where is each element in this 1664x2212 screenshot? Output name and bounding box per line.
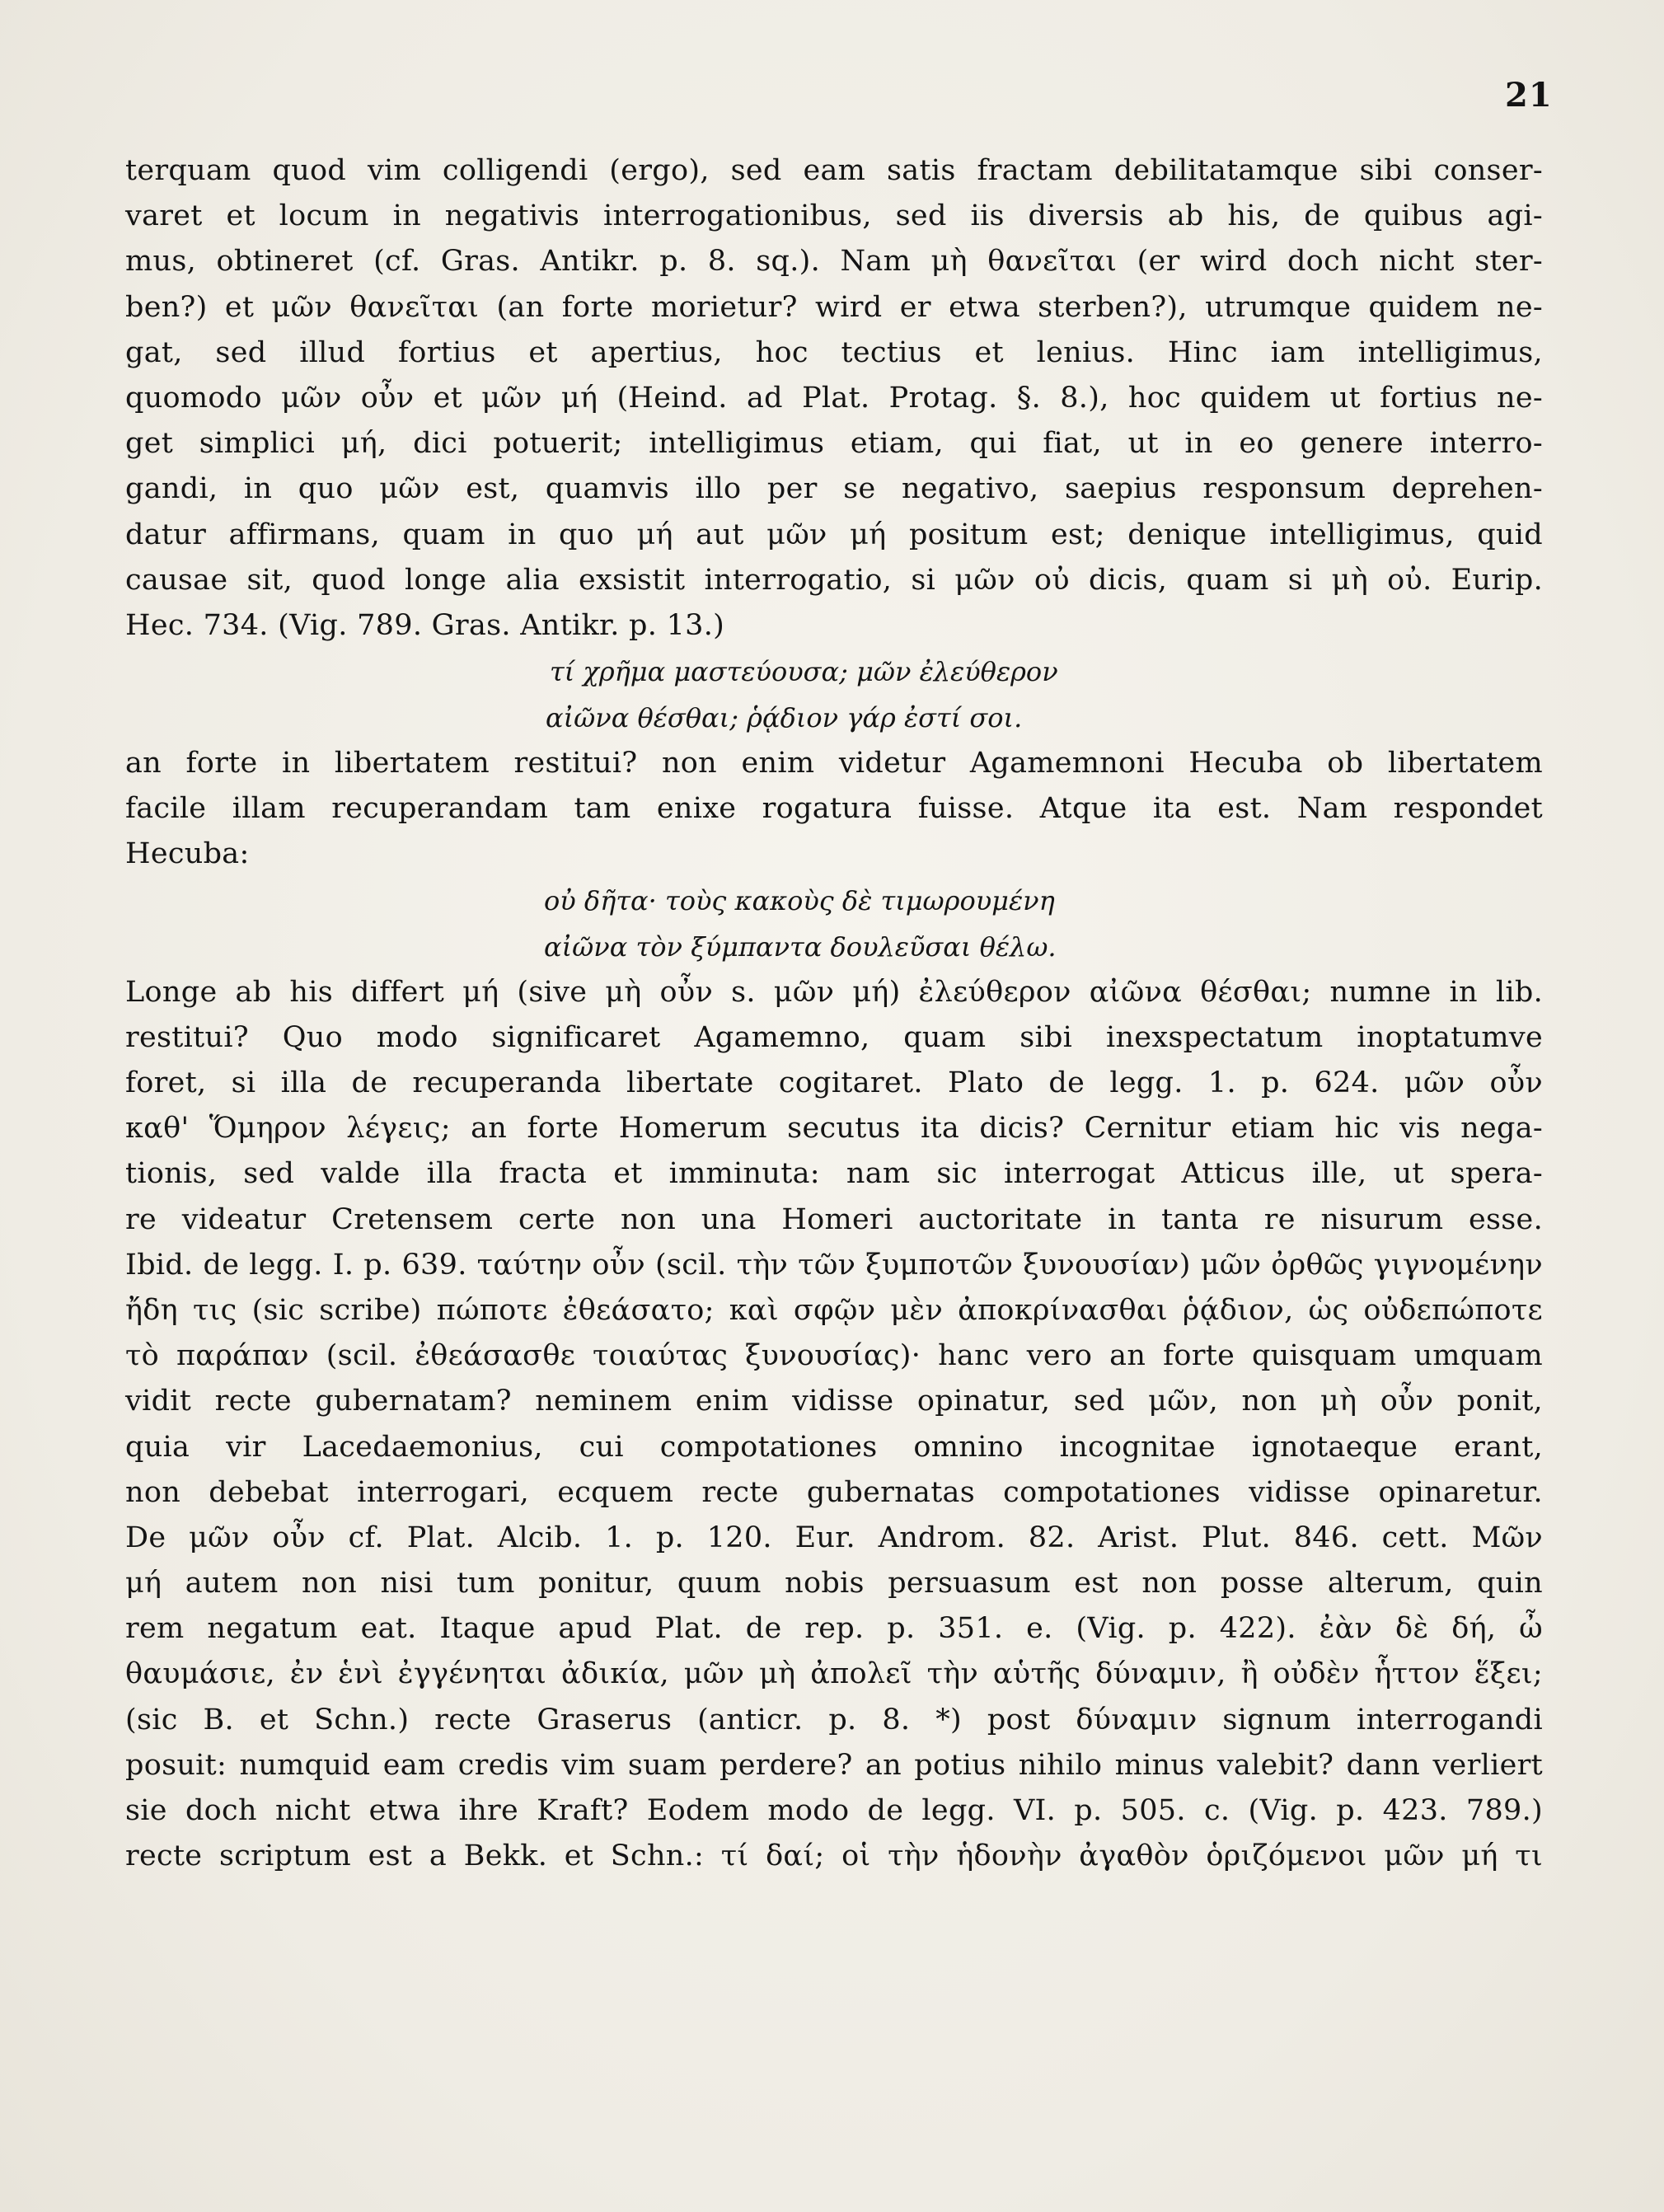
text-line: Longe ab his differt μή (sive μὴ οὖν s. μῶν μή) ἐλεύθερον αἰῶνα θέσθαι; numne in lib.: [125, 975, 1543, 1009]
text-line: varet et locum in negativis interrogationibus, sed iis diversis ab his, de quibus agi-: [125, 199, 1543, 233]
text-line: causae sit, quod longe alia exsistit interrogatio, si μῶν οὐ dicis, quam si μὴ οὐ. Eurip.: [125, 563, 1543, 597]
quote-verse-line: οὐ δῆτα· τοὺς κακοὺς δὲ τιμωρουμένη: [544, 884, 1055, 916]
text-line: vidit recte gubernatam? neminem enim vidisse opinatur, sed μῶν, non μὴ οὖν ponit,: [125, 1385, 1543, 1418]
text-line: non debebat interrogari, ecquem recte gubernatas compotationes vidisse opinaretur.: [125, 1475, 1543, 1509]
text-line: sie doch nicht etwa ihre Kraft? Eodem modo de legg. VI. p. 505. c. (Vig. p. 423. 789.): [125, 1794, 1543, 1827]
text-line: quia vir Lacedaemonius, cui compotationes omnino incognitae ignotaeque erant,: [125, 1430, 1543, 1464]
text-line: θαυμάσιε, ἐν ἑνὶ ἐγγένηται ἀδικία, μῶν μὴ ἀπολεῖ τὴν αὑτῆς δύναμιν, ἢ οὐδὲν ἧττον ἕξει;: [125, 1657, 1543, 1691]
text-line: foret, si illa de recuperanda libertate cogitaret. Plato de legg. 1. p. 624. μῶν οὖν: [125, 1066, 1543, 1099]
text-line: Hecuba:: [125, 837, 250, 871]
text-line: καθ' Ὅμηρον λέγεις; an forte Homerum secutus ita dicis? Cernitur etiam hic vis nega-: [125, 1112, 1543, 1146]
text-line: (sic B. et Schn.) recte Graserus (anticr. p. 8. *) post δύναμιν signum interrogandi: [125, 1703, 1543, 1736]
text-line: restitui? Quo modo significaret Agamemno, quam sibi inexspectatum inoptatumve: [125, 1020, 1543, 1054]
text-line: rem negatum eat. Itaque apud Plat. de rep. p. 351. e. (Vig. p. 422). ἐὰν δὲ δή, ὦ: [125, 1612, 1543, 1646]
text-line: an forte in libertatem restitui? non enim videtur Agamemnoni Hecuba ob libertatem: [125, 747, 1543, 780]
text-line: τὸ παράπαν (scil. ἐθεάσασθε τοιαύτας ξυνουσίας)· hanc vero an forte quisquam umquam: [125, 1339, 1543, 1373]
text-line: posuit: numquid eam credis vim suam perdere? an potius nihilo minus valebit? dann verliert: [125, 1748, 1543, 1782]
quote-verse-line: τί χρῆμα μαστεύουσα; μῶν ἐλεύθερον: [550, 656, 1058, 688]
text-line: re videatur Cretensem certe non una Homeri auctoritate in tanta re nisurum esse.: [125, 1202, 1543, 1236]
text-line: ben?) et μῶν θανεῖται (an forte morietur? wird er etwa sterben?), utrumque quidem ne-: [125, 290, 1543, 324]
text-line: tionis, sed valde illa fracta et imminuta: nam sic interrogat Atticus ille, ut spera-: [125, 1157, 1543, 1191]
text-line: get simplici μή, dici potuerit; intelligimus etiam, qui fiat, ut in eo genere interro-: [125, 427, 1543, 461]
text-line: gat, sed illud fortius et apertius, hoc tectius et lenius. Hinc iam intelligimus,: [125, 335, 1543, 369]
text-line: μή autem non nisi tum ponitur, quum nobis persuasum est non posse alterum, quin: [125, 1567, 1543, 1600]
text-line: terquam quod vim colligendi (ergo), sed eam satis fractam debilitatamque sibi conser-: [125, 154, 1543, 187]
text-line: Hec. 734. (Vig. 789. Gras. Antikr. p. 13.): [125, 608, 725, 642]
text-line: gandi, in quo μῶν est, quamvis illo per se negativo, saepius responsum deprehen-: [125, 472, 1543, 506]
text-line: quomodo μῶν οὖν et μῶν μή (Heind. ad Plat. Protag. §. 8.), hoc quidem ut fortius ne-: [125, 381, 1543, 415]
text-line: recte scriptum est a Bekk. et Schn.: τί δαί; οἱ τὴν ἡδονὴν ἀγαθὸν ὁριζόμενοι μῶν μή τι: [125, 1839, 1543, 1873]
body-text: [125, 148, 1543, 1879]
text-line: Ibid. de legg. I. p. 639. ταύτην οὖν (scil. τὴν τῶν ξυμποτῶν ξυνουσίαν) μῶν ὀρθῶς γιγνομένην: [125, 1248, 1543, 1282]
quote-verse-line: αἰῶνα θέσθαι; ῥᾴδιον γάρ ἐστί σοι.: [546, 702, 1023, 734]
text-line: mus, obtineret (cf. Gras. Antikr. p. 8. sq.). Nam μὴ θανεῖται (er wird doch nicht ster-: [125, 245, 1543, 279]
text-line: ἤδη τις (sic scribe) πώποτε ἐθεάσατο; καὶ σφῷν μὲν ἀποκρίνασθαι ῥᾴδιον, ὡς οὐδεπώποτε: [125, 1293, 1543, 1327]
page-number: 21: [1505, 76, 1553, 115]
text-line: De μῶν οὖν cf. Plat. Alcib. 1. p. 120. Eur. Androm. 82. Arist. Plut. 846. cett. Μῶν: [125, 1521, 1543, 1554]
text-line: datur affirmans, quam in quo μή aut μῶν μή positum est; denique intelligimus, quid: [125, 518, 1543, 551]
quote-verse-line: αἰῶνα τὸν ξύμπαντα δουλεῦσαι θέλω.: [544, 930, 1057, 963]
text-line: facile illam recuperandam tam enixe rogatura fuisse. Atque ita est. Nam respondet: [125, 792, 1543, 826]
